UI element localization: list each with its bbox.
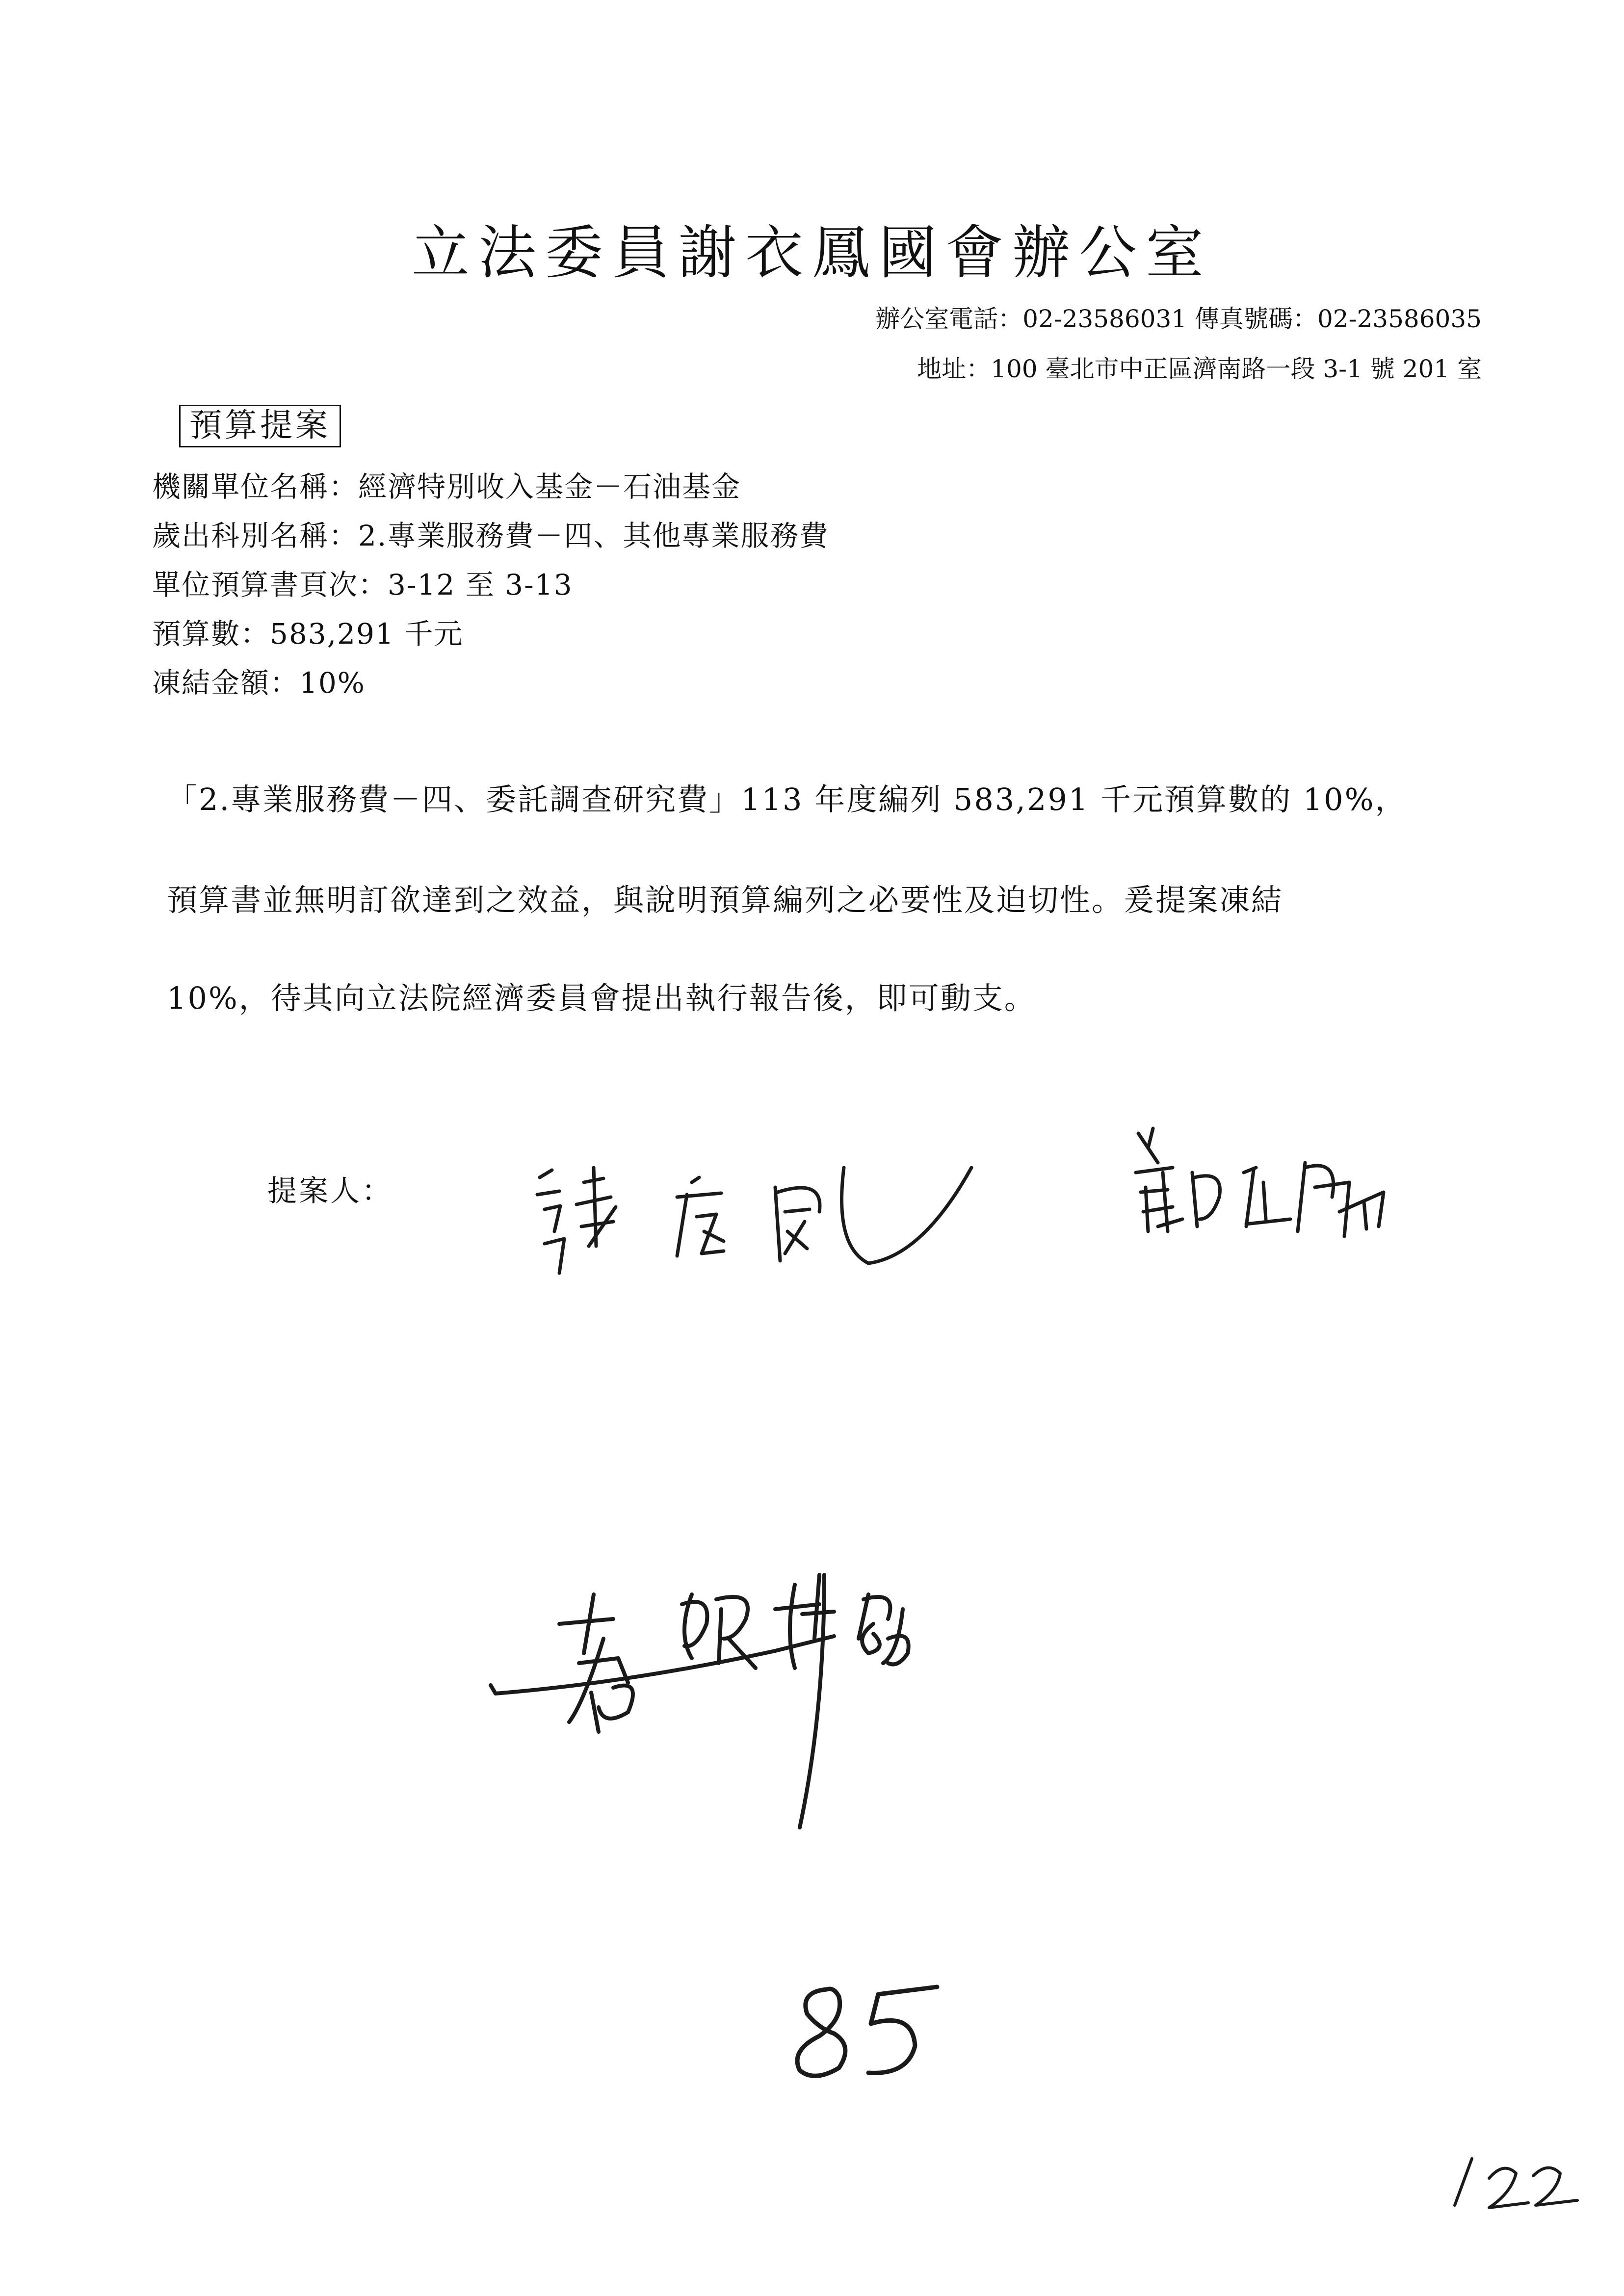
- signature-3: [481, 1565, 1060, 1840]
- budget-page-field: 單位預算書頁次：3-12 至 3-13: [152, 568, 573, 601]
- proposal-type-label: 預算提案: [179, 405, 341, 447]
- signature-1: [530, 1148, 1001, 1305]
- budget-amount-field: 預算數：583,291 千元: [152, 617, 464, 651]
- agency-name-field: 機關單位名稱：經濟特別收入基金－石油基金: [152, 470, 741, 503]
- proposer-label: 提案人：: [267, 1174, 393, 1208]
- frozen-amount-field: 凍結金額：10%: [152, 666, 366, 700]
- signature-2: [1128, 1114, 1472, 1271]
- address-line: 地址：100 臺北市中正區濟南路一段 3-1 號 201 室: [917, 355, 1482, 383]
- office-title: 立法委員謝衣鳳國會辦公室: [411, 219, 1212, 287]
- expenditure-item-field: 歲出科別名稱：2.專業服務費－四、其他專業服務費: [152, 519, 829, 552]
- body-line-1: 「2.專業服務費－四、委託調查研究費」113 年度編列 583,291 千元預算數的 10%，: [167, 782, 1407, 817]
- body-line-3: 10%，待其向立法院經濟委員會提出執行報告後，即可動支。: [167, 980, 1036, 1016]
- body-line-2: 預算書並無明訂欲達到之效益，與說明預算編列之必要性及迫切性。爰提案凍結: [167, 882, 1283, 918]
- handwritten-page-number: [785, 1977, 947, 2090]
- handwritten-corner-number: [1447, 2149, 1590, 2222]
- phone-fax-line: 辦公室電話：02-23586031 傳真號碼：02-23586035: [875, 305, 1482, 333]
